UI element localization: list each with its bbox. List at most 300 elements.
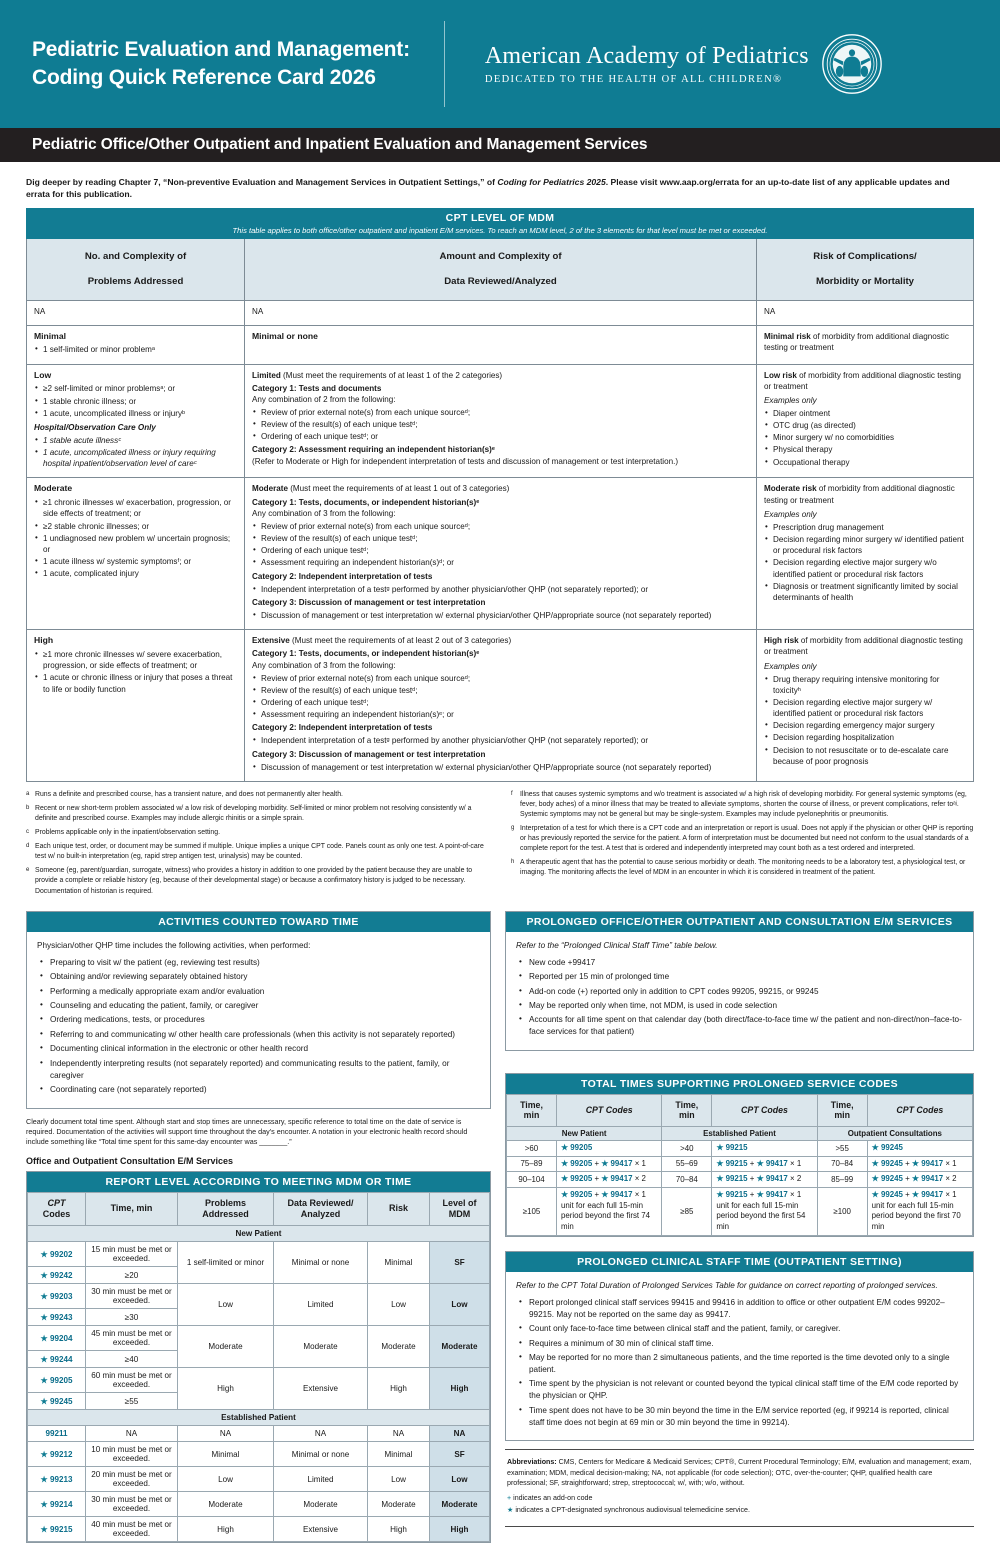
- time-cell: >40: [662, 1140, 712, 1156]
- list-item: • New code +99417: [516, 957, 963, 969]
- left-column: [26, 911, 491, 1544]
- table-row: [507, 1140, 973, 1156]
- prolonged-em-body: [506, 932, 973, 1050]
- addon-code: 99417: [610, 1158, 633, 1168]
- data-cell: Limited: [274, 1284, 368, 1326]
- footnote-marker: b: [26, 804, 30, 811]
- mdm-low-risk-rest: of morbidity from additional diagnostic testing or treatment: [764, 370, 962, 391]
- section-row-new-patient: [28, 1226, 490, 1242]
- list-item: • Decision regarding minor surgery w/ identified patient or procedural risk factors: [764, 534, 966, 556]
- cpt-code-cell: [28, 1492, 86, 1517]
- mdm-high-data-title-rest: (Must meet the requirements of at least 2 out of 3 categories): [289, 636, 512, 646]
- mdm-table-subtitle: This table applies to both office/other outpatient and inpatient E/M services. To reach an MDM level, 2 of the 3 elements for that level must be met or exceeded.: [232, 226, 768, 236]
- mdm-level-cell: High: [430, 1368, 490, 1410]
- mdm-row-moderate: [27, 478, 973, 630]
- mdm-low-data-title-bold: Limited: [252, 370, 281, 380]
- mdm-table-band-wrap: [26, 208, 974, 239]
- mdm-high-risk-bold: High risk: [764, 636, 799, 646]
- code-cell: [867, 1140, 972, 1156]
- cpt-code-cell: [28, 1284, 86, 1309]
- activities-panel: [26, 911, 491, 1109]
- cpt-code-cell: 99211: [28, 1426, 86, 1442]
- mdm-high-risk: [757, 630, 973, 781]
- mdm-high-cat3-list: [252, 762, 749, 773]
- mdm-high-cat2-list: [252, 735, 749, 746]
- cpt-code-cell: [28, 1467, 86, 1492]
- col-header-cpt-label: CPT Codes: [585, 1105, 633, 1116]
- mdm-low-data-title-rest: (Must meet the requirements of at least 1 of the 2 categories): [280, 370, 503, 380]
- problems-cell: Moderate: [178, 1326, 274, 1368]
- prolonged-em-panel: [505, 911, 974, 1051]
- mdm-level-cell: Moderate: [430, 1492, 490, 1517]
- total-times-panel: [505, 1073, 974, 1237]
- col-header-data-l1: Data Reviewed/: [287, 1197, 354, 1208]
- prolonged-em-title: PROLONGED OFFICE/OTHER OUTPATIENT AND CONSULTATION E/M SERVICES: [526, 915, 953, 928]
- list-item: • Assessment requiring an independent historian(s)ᵉ; or: [252, 709, 749, 720]
- aap-seal-logo-icon: [821, 33, 883, 95]
- table-row: [28, 1426, 490, 1442]
- footnote: [26, 828, 489, 838]
- cpt-code-cell: [28, 1442, 86, 1467]
- footnote-marker: d: [26, 843, 30, 850]
- mdm-col-header-risk: [757, 239, 973, 300]
- risk-cell: Moderate: [368, 1326, 430, 1368]
- footnote-text: Illness that causes systemic symptoms and w/o treatment is associated w/ a high risk of developing morbidity. For general systemic symptoms (eg, fever, body aches) of a minor illness that may be treated to alleviate symptoms, shorten the course of illness, or prevent complications, refer toᵃʲ. Systemic symptoms may not be general but may be single-system. Examples may include pyelonephritis or pneumonitis.: [520, 790, 967, 819]
- cpt-code-cell: [28, 1242, 86, 1267]
- footnote: [26, 866, 489, 896]
- abbreviations-text-line: [507, 1457, 972, 1488]
- section-label-established-patient: Established Patient: [28, 1410, 490, 1426]
- mdm-table-title: CPT LEVEL OF MDM: [445, 212, 555, 225]
- list-item: • Ordering medications, tests, or procedures: [37, 1014, 480, 1026]
- addon-code: 99417: [921, 1158, 944, 1168]
- col-header-mdm-l2: MDM: [448, 1209, 471, 1220]
- cpt-code: 99245: [880, 1142, 903, 1152]
- masthead: [0, 0, 1000, 128]
- telemedicine-star-icon: ★: [756, 1174, 764, 1184]
- card-title-line1: Pediatric Evaluation and Management:: [32, 38, 410, 62]
- cpt-code: 99244: [50, 1355, 73, 1365]
- footnotes: [0, 782, 1000, 901]
- mdm-high-examples-label: Examples only: [764, 661, 817, 671]
- telemedicine-star-icon: ★: [871, 1142, 879, 1152]
- col-header-time-con: [817, 1094, 867, 1126]
- list-item: • Assessment requiring an independent historian(s)ᵈ; or: [252, 557, 749, 568]
- cpt-code: 99215: [725, 1190, 748, 1199]
- mdm-high-level: High: [34, 635, 54, 646]
- col-header-problems: [178, 1192, 274, 1226]
- mdm-high-data-list: [252, 673, 749, 721]
- list-item: • 1 stable chronic illness; or: [34, 396, 237, 407]
- col-header-time-l2: min: [834, 1110, 850, 1121]
- mdm-table-title-band: [26, 208, 974, 239]
- cpt-code: 99212: [50, 1450, 73, 1460]
- mdm-moderate-data: [245, 478, 757, 629]
- col-header-cpt-est: [712, 1094, 817, 1126]
- telemedicine-star-icon: ★: [871, 1158, 879, 1168]
- footnote-text: Runs a definite and prescribed course, has a transient nature, and does not permanently alter health.: [35, 790, 343, 798]
- col-header-time-l2: min: [679, 1110, 695, 1121]
- mdm-na-data: NA: [245, 301, 757, 324]
- mdm-level-cell: SF: [430, 1442, 490, 1467]
- mdm-moderate-data-title-bold: Moderate: [252, 484, 288, 494]
- footnote-text: Someone (eg, parent/guardian, surrogate, witness) who provides a history in addition to one provided by the patient because they are unable to provide a complete or reliable history (eg, because of their developmental stage) or because a confirmatory history is judged to be necessary. Documentation of historian is required.: [35, 867, 473, 895]
- footnote-marker: a: [26, 790, 30, 797]
- list-item: • Physical therapy: [764, 444, 966, 455]
- time-cell: NA: [86, 1426, 178, 1442]
- section-bar-label: Pediatric Office/Other Outpatient and Inpatient Evaluation and Management Services: [32, 136, 648, 153]
- list-item: • Decision regarding elective major surgery w/o identified patient or procedural risk factors: [764, 557, 966, 579]
- col-header-time: Time, min: [86, 1192, 178, 1226]
- data-cell: Extensive: [274, 1368, 368, 1410]
- table-header-row: [507, 1094, 973, 1126]
- addon-code: 99417: [610, 1174, 633, 1184]
- footnote-marker: g: [511, 825, 515, 832]
- footnote-marker: h: [511, 859, 515, 866]
- telemedicine-star-icon: ★: [716, 1158, 724, 1168]
- activities-note: Clearly document total time spent. Although start and stop times are unnecessary, specific reference to total time on the date of service is required. Documentation of the activities will support time throughout the day’s encounter. A notation in your electronic health record should include something like “Total time spent for this same-day encounter was _______.”: [26, 1116, 468, 1147]
- list-item: • Decision regarding hospitalization: [764, 732, 966, 743]
- telemedicine-star-icon: ★: [40, 1271, 48, 1281]
- col-header-cpt-label: CPT Codes: [741, 1105, 788, 1116]
- mdm-moderate-problem-list: [34, 497, 237, 579]
- time-cell: 40 min must be met or exceeded.: [86, 1517, 178, 1542]
- mdm-high-examples-list: [764, 674, 966, 767]
- mdm-level-cell: SF: [430, 1242, 490, 1284]
- list-item: • Coordinating care (not separately reported): [37, 1084, 480, 1096]
- mdm-high-cat1: Category 1: Tests, documents, or independent historian(s)ᵉ: [252, 649, 480, 659]
- list-item: • Review of prior external note(s) from each unique sourceᵈ;: [252, 521, 749, 532]
- prolonged-staff-title: PROLONGED CLINICAL STAFF TIME (OUTPATIENT SETTING): [577, 1255, 902, 1268]
- cpt-code: 99215: [725, 1174, 748, 1184]
- footnote: [511, 824, 974, 854]
- problems-cell: Minimal: [178, 1442, 274, 1467]
- list-item: • 1 undiagnosed new problem w/ uncertain prognosis; or: [34, 533, 237, 555]
- mdm-low-cat2: Category 2: Assessment requiring an independent historian(s)ᵉ: [252, 445, 495, 455]
- mdm-col-header-problems: [27, 239, 245, 300]
- report-level-subhead: Office and Outpatient Consultation E/M Services: [26, 1155, 234, 1166]
- cpt-code: 99245: [880, 1190, 903, 1199]
- telemedicine-star-icon: ★: [561, 1190, 569, 1199]
- list-item: • Decision to not resuscitate or to de-escalate care because of poor prognosis: [764, 745, 966, 767]
- mdm-col-header-data-l1: Amount and Complexity of: [439, 251, 562, 263]
- time-cell: 85–99: [817, 1172, 867, 1188]
- list-item: • Occupational therapy: [764, 457, 966, 468]
- multiplier: × 1: [945, 1190, 957, 1199]
- multiplier: × 1: [790, 1190, 802, 1199]
- list-item: • 1 acute illness w/ systemic symptomsᶠ; or: [34, 556, 237, 567]
- mdm-minimal-data: [245, 326, 757, 364]
- list-item: • Minor surgery w/ no comorbidities: [764, 432, 966, 443]
- addon-code: 99417: [765, 1174, 788, 1184]
- mdm-col-header-data-l2: Data Reviewed/Analyzed: [444, 275, 557, 287]
- mdm-minimal-risk: [757, 326, 973, 364]
- multiplier: × 2: [634, 1174, 646, 1184]
- table-row: [28, 1442, 490, 1467]
- cpt-code-cell: [28, 1368, 86, 1393]
- list-item: • Referring to and communicating w/ other health care professionals (when this activity is not separately reported): [37, 1029, 480, 1041]
- prolonged-staff-list: [516, 1297, 963, 1429]
- time-cell: 55–69: [662, 1156, 712, 1172]
- cpt-code: 99215: [50, 1525, 73, 1535]
- col-header-cpt-codes: [28, 1192, 86, 1226]
- telemedicine-star-icon: ★: [716, 1142, 724, 1152]
- total-times-title-band: [506, 1074, 973, 1094]
- list-item: • ≥2 self-limited or minor problemsᵃ; or: [34, 383, 237, 394]
- list-item: • Performing a medically appropriate exam and/or evaluation: [37, 986, 480, 998]
- report-level-panel: [26, 1171, 491, 1544]
- time-cell: 10 min must be met or exceeded.: [86, 1442, 178, 1467]
- mdm-level-cell: Low: [430, 1467, 490, 1492]
- note-text: unit for each full 15-min period beyond the first 54 min: [716, 1200, 806, 1232]
- data-cell: Extensive: [274, 1517, 368, 1542]
- footnote: [26, 804, 489, 824]
- cpt-code: 99202: [50, 1250, 73, 1260]
- problems-cell: NA: [178, 1426, 274, 1442]
- footnote-text: Recent or new short-term problem associated w/ a low risk of developing morbidity. Self-limited or minor problem not resolving consistently w/ a definite and prescribed course. Examples may include allergic rhinitis or a simple sprain.: [35, 804, 472, 823]
- prolonged-em-lead: Refer to the “Prolonged Clinical Staff Time” table below.: [516, 940, 718, 950]
- mdm-high-data-title-bold: Extensive: [252, 636, 290, 646]
- mdm-moderate-combo: Any combination of 3 from the following:: [252, 508, 396, 518]
- list-item: • Ordering of each unique testᵈ;: [252, 697, 749, 708]
- list-item: • ≥1 more chronic illnesses w/ severe exacerbation, progression, or side effects of treatment; or: [34, 649, 237, 671]
- telemedicine-star-icon: ★: [601, 1174, 609, 1184]
- report-level-title-band: [27, 1172, 490, 1192]
- mdm-minimal-risk-bold: Minimal risk: [764, 331, 811, 341]
- cpt-code-cell: [28, 1267, 86, 1284]
- col-header-time-l2: min: [523, 1110, 540, 1121]
- risk-cell: Low: [368, 1284, 430, 1326]
- cpt-code-cell: [28, 1517, 86, 1542]
- code-cell: ★ 99215 + ★ 99417 × 1: [712, 1156, 817, 1172]
- list-item: • Discussion of management or test interpretation w/ external physician/other QHP/appropriate source (not separately reported): [252, 762, 749, 773]
- list-item: • Ordering of each unique testᵈ;: [252, 545, 749, 556]
- section-label-new-patient: New Patient: [28, 1226, 490, 1242]
- list-item: • Counseling and educating the patient, family, or caregiver: [37, 1000, 480, 1012]
- time-cell: 20 min must be met or exceeded.: [86, 1467, 178, 1492]
- list-item: • Time spent does not have to be 30 min beyond the time in the E/M service reported (eg, if 99214 is reported, clinical staff time does not begin at 69 min or 30 min beyond the time in 99214).: [516, 1405, 963, 1429]
- report-level-table: [27, 1192, 490, 1543]
- col-header-cpt-l2: Codes: [42, 1209, 71, 1220]
- risk-cell: NA: [368, 1426, 430, 1442]
- time-cell: >55: [817, 1140, 867, 1156]
- telemedicine-star-icon: ★: [40, 1450, 48, 1460]
- list-item: • Ordering of each unique testᵈ; or: [252, 431, 749, 442]
- activities-lead: Physician/other QHP time includes the following activities, when performed:: [37, 940, 311, 950]
- table-row: [28, 1492, 490, 1517]
- list-item: • 1 acute, uncomplicated illness or injuryᵇ: [34, 408, 237, 419]
- mdm-moderate-risk-bold: Moderate risk: [764, 484, 817, 494]
- time-cell: 70–84: [817, 1156, 867, 1172]
- telemedicine-star-icon: ★: [561, 1158, 569, 1168]
- abbreviations-block: [505, 1449, 974, 1526]
- report-level-title: REPORT LEVEL ACCORDING TO MEETING MDM OR TIME: [105, 1175, 412, 1188]
- cpt-code-cell: [28, 1351, 86, 1368]
- mdm-low-subheading: Hospital/Observation Care Only: [34, 422, 156, 432]
- abbreviations-label: Abbreviations:: [507, 1458, 557, 1467]
- data-cell: Moderate: [274, 1492, 368, 1517]
- risk-cell: Minimal: [368, 1242, 430, 1284]
- cpt-code: 99205: [570, 1190, 593, 1199]
- problems-cell: Moderate: [178, 1492, 274, 1517]
- cpt-code: 99245: [880, 1174, 903, 1184]
- list-item: • Discussion of management or test interpretation w/ external physician/other QHP/appropriate source (not separately reported): [252, 610, 749, 621]
- mdm-na-risk: NA: [764, 307, 776, 317]
- data-cell: NA: [274, 1426, 368, 1442]
- mdm-moderate-risk-rest: of morbidity from additional diagnostic testing or treatment: [764, 484, 955, 505]
- plus-icon: +: [507, 1494, 512, 1503]
- col-header-time-l1: Time,: [520, 1099, 543, 1110]
- time-cell: >60: [507, 1140, 557, 1156]
- mdm-minimal-level: Minimal: [34, 330, 66, 341]
- col-header-cpt-con: [867, 1094, 972, 1126]
- list-item: • Diagnosis or treatment significantly limited by social determinants of health: [764, 581, 966, 603]
- mdm-moderate-cat2: Category 2: Independent interpretation of tests: [252, 571, 433, 581]
- addon-code: 99417: [765, 1190, 788, 1199]
- list-item: • 1 stable acute illnessᶜ: [34, 435, 237, 446]
- mdm-col-header-problems-l1: No. and Complexity of: [84, 251, 187, 263]
- mdm-row-na: [27, 301, 973, 325]
- list-item: • Review of prior external note(s) from each unique sourceᵈ;: [252, 673, 749, 684]
- multiplier: × 1: [634, 1158, 646, 1168]
- mdm-high-cat3: Category 3: Discussion of management or test interpretation: [252, 749, 486, 759]
- time-cell: ≥30: [86, 1309, 178, 1326]
- cpt-code-cell: [28, 1326, 86, 1351]
- col-header-mdm: [430, 1192, 490, 1226]
- time-cell: 30 min must be met or exceeded.: [86, 1492, 178, 1517]
- telemedicine-star-icon: ★: [40, 1500, 48, 1510]
- multiplier: × 1: [790, 1158, 802, 1168]
- list-item: • Decision regarding elective major surgery w/ identified patient or procedural risk factors: [764, 697, 966, 719]
- aap-tagline: DEDICATED TO THE HEALTH OF ALL CHILDREN®: [484, 74, 783, 86]
- telemedicine-star-icon: ★: [40, 1376, 48, 1386]
- legend-plus-row: [507, 1493, 972, 1503]
- addon-code: 99417: [765, 1158, 788, 1168]
- problems-cell: High: [178, 1368, 274, 1410]
- cpt-code-cell: [28, 1309, 86, 1326]
- table-row: [28, 1368, 490, 1393]
- mdm-low-data: [245, 365, 757, 478]
- code-cell: ★ 99205 + ★ 99417 × 1 unit for each full 15-min period beyond the first 74 min: [557, 1188, 662, 1236]
- code-cell: ★ 99245 + ★ 99417 × 1: [867, 1156, 972, 1172]
- mdm-low-data-list: [252, 407, 749, 442]
- time-cell: 70–84: [662, 1172, 712, 1188]
- data-cell: Minimal or none: [274, 1442, 368, 1467]
- mdm-minimal-data-title: Minimal or none: [252, 330, 318, 341]
- time-cell: ≥85: [662, 1188, 712, 1236]
- mdm-level-cell: NA: [430, 1426, 490, 1442]
- mdm-level-cell: High: [430, 1517, 490, 1542]
- footnote-text: Problems applicable only in the inpatient/observation setting.: [35, 829, 221, 837]
- telemedicine-star-icon: ★: [911, 1158, 919, 1168]
- problems-cell: High: [178, 1517, 274, 1542]
- list-item: • Accounts for all time spent on that calendar day (both direct/face-to-face time w/ the patient and non-direct/non–face-to-face services for that patient): [516, 1014, 963, 1038]
- footnote: [511, 858, 974, 878]
- col-header-time-est: [662, 1094, 712, 1126]
- multiplier: × 1: [945, 1158, 957, 1168]
- cpt-code: 99242: [50, 1271, 73, 1281]
- code-cell: [557, 1140, 662, 1156]
- time-cell: 75–89: [507, 1156, 557, 1172]
- symbol-legend: [507, 1493, 972, 1516]
- telemedicine-star-icon: ★: [601, 1190, 609, 1199]
- list-item: • Drug therapy requiring intensive monitoring for toxicityʰ: [764, 674, 966, 696]
- list-item: • 1 acute, complicated injury: [34, 568, 237, 579]
- list-item: • Review of prior external note(s) from each unique sourceᵈ;: [252, 407, 749, 418]
- mdm-col-header-problems-l2: Problems Addressed: [87, 275, 184, 287]
- legend-star-text: indicates a CPT-designated synchronous audiovisual telemedicine service.: [515, 1506, 750, 1515]
- mdm-level-cell: Moderate: [430, 1326, 490, 1368]
- mdm-moderate-examples-list: [764, 522, 966, 603]
- col-header-risk: Risk: [368, 1192, 430, 1226]
- time-cell: 90–104: [507, 1172, 557, 1188]
- telemedicine-star-icon: ★: [40, 1525, 48, 1535]
- list-item: • 1 acute or chronic illness or injury that poses a threat to life or bodily function: [34, 672, 237, 694]
- mdm-low-examples-list: [764, 408, 966, 468]
- code-cell: ★ 99245 + ★ 99417 × 1 unit for each full 15-min period beyond the first 70 min: [867, 1188, 972, 1236]
- addon-code: 99417: [610, 1190, 633, 1199]
- footnote-marker: c: [26, 829, 29, 836]
- multiplier: × 2: [790, 1174, 802, 1184]
- telemedicine-star-icon: ★: [716, 1174, 724, 1184]
- list-item: • Independently interpreting results (not separately reported) and communicating results to the patient, family, or caregiver: [37, 1058, 480, 1082]
- cpt-code: 99243: [50, 1313, 73, 1323]
- footnote: [511, 790, 974, 820]
- cpt-code: 99213: [50, 1475, 73, 1485]
- telemedicine-star-icon: ★: [40, 1355, 48, 1365]
- mdm-table-header-row: [27, 239, 973, 301]
- telemedicine-star-icon: ★: [507, 1506, 514, 1515]
- risk-cell: Minimal: [368, 1442, 430, 1467]
- multiplier: × 1: [634, 1190, 646, 1199]
- mdm-row-high: [27, 630, 973, 781]
- table-row: [28, 1284, 490, 1309]
- time-cell: 15 min must be met or exceeded.: [86, 1242, 178, 1267]
- mdm-low-risk: [757, 365, 973, 478]
- mdm-moderate-problems: [27, 478, 245, 629]
- aap-org-name: American Academy of Pediatrics: [484, 42, 809, 69]
- table-row: [507, 1156, 973, 1172]
- table-row: [28, 1517, 490, 1542]
- table-header-row: [28, 1192, 490, 1226]
- list-item: • Add-on code (+) reported only in addition to CPT codes 99205, 99215, or 99245: [516, 986, 963, 998]
- prolonged-staff-title-band: [506, 1252, 973, 1272]
- activities-list: [37, 957, 480, 1097]
- list-item: • Review of the result(s) of each unique testᵈ;: [252, 419, 749, 430]
- table-row: [28, 1467, 490, 1492]
- telemedicine-star-icon: ★: [911, 1174, 919, 1184]
- list-item: • OTC drug (as directed): [764, 420, 966, 431]
- mdm-col-header-data: [245, 239, 757, 300]
- risk-cell: High: [368, 1517, 430, 1542]
- data-cell: Minimal or none: [274, 1242, 368, 1284]
- cpt-code: 99204: [50, 1334, 73, 1344]
- group-header-row: [507, 1126, 973, 1140]
- list-item: • Reported per 15 min of prolonged time: [516, 971, 963, 983]
- telemedicine-star-icon: ★: [756, 1190, 764, 1199]
- mdm-moderate-risk: [757, 478, 973, 629]
- telemedicine-star-icon: ★: [911, 1190, 919, 1199]
- mdm-col-header-risk-l1: Risk of Complications/: [813, 251, 917, 263]
- card-title: [32, 36, 410, 91]
- telemedicine-star-icon: ★: [871, 1174, 879, 1184]
- list-item: • May be reported only when time, not MDM, is used in code selection: [516, 1000, 963, 1012]
- telemedicine-star-icon: ★: [561, 1142, 569, 1152]
- intro-part1: Dig deeper by reading Chapter 7, “Non-preventive Evaluation and Management Services in Outpatient Settings,” of: [26, 177, 498, 187]
- list-item: • Time spent by the physician is not relevant or counted beyond the typical clinical staff time of the E/M code reported by the physician or QHP.: [516, 1378, 963, 1402]
- list-item: • Requires a minimum of 30 min of clinical staff time.: [516, 1338, 963, 1350]
- mdm-minimal-risk-rest: of morbidity from additional diagnostic testing or treatment: [764, 331, 949, 352]
